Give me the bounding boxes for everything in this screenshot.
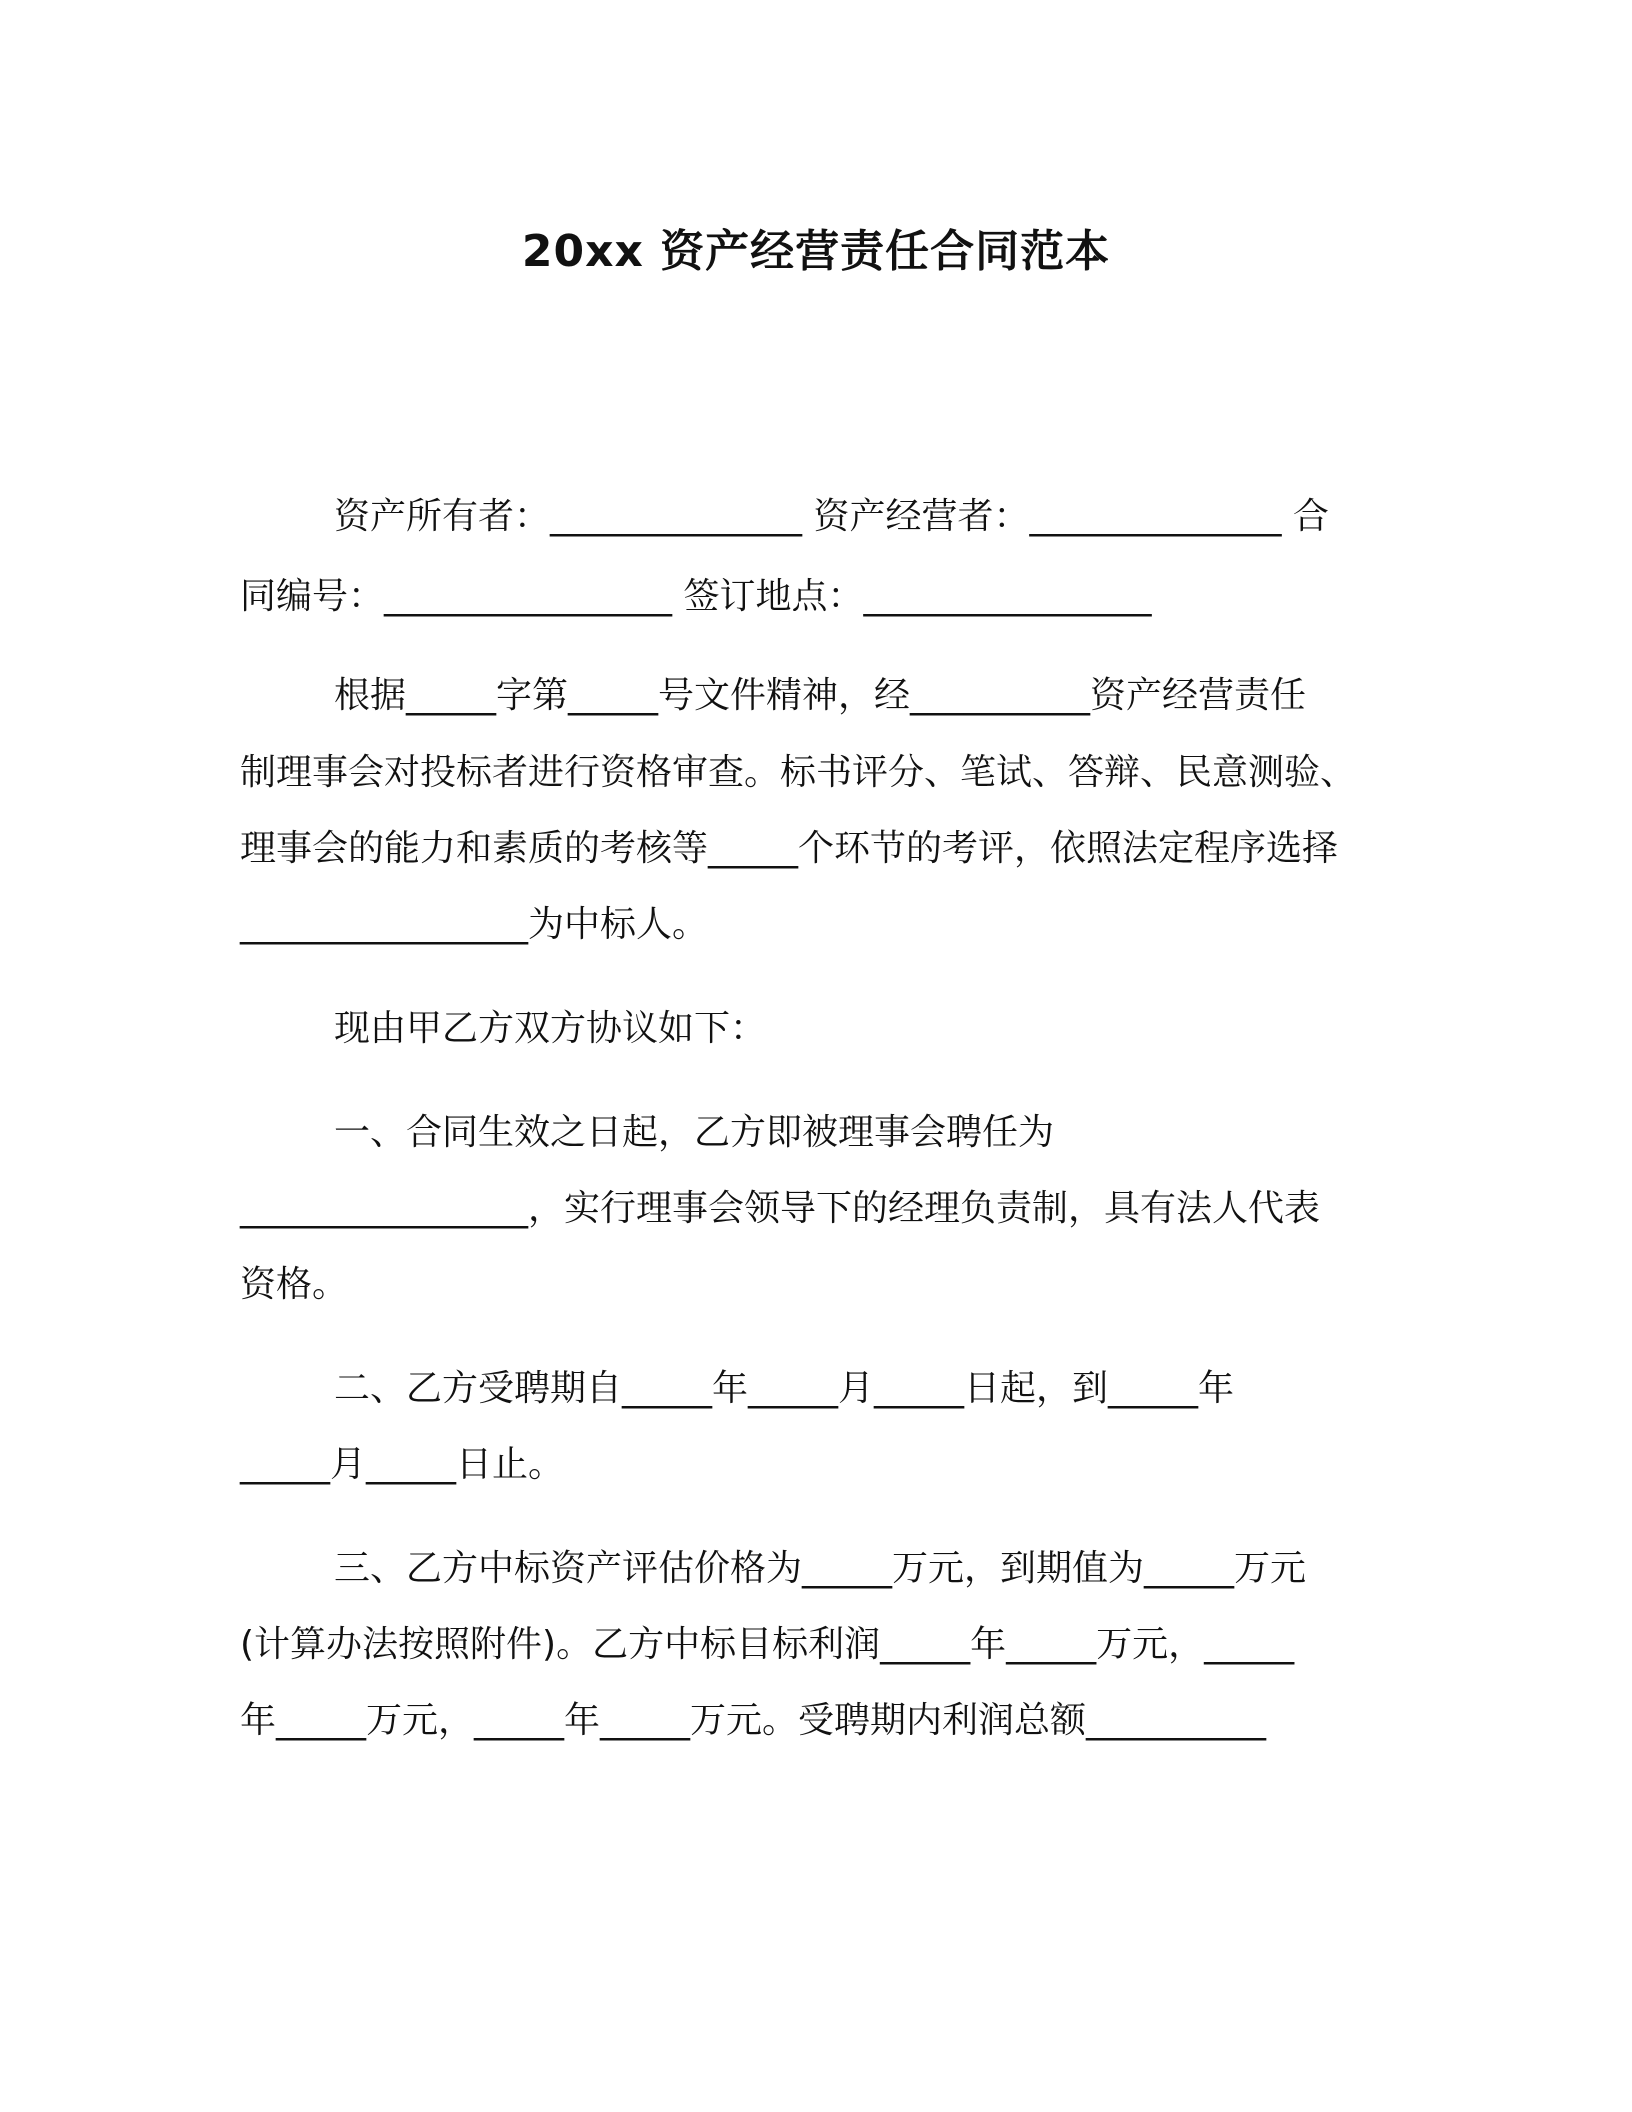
text-line: 资格。 [240,1264,349,1305]
text-line: (计算办法按照附件)。乙方中标目标利润_____年_____万元，_____ [240,1624,1295,1665]
text-line: 年_____万元，_____年_____万元。受聘期内利润总额__________ [240,1700,1267,1741]
text-line: 理事会的能力和素质的考核等_____个环节的考评，依照法定程序选择 [240,828,1339,869]
text-line: 根据_____字第_____号文件精神，经__________资产经营责任 [334,675,1307,716]
text-line: 三、乙方中标资产评估价格为_____万元，到期值为_____万元 [334,1548,1307,1589]
text-line: _____月_____日止。 [240,1444,565,1485]
text-line: 同编号：________________ 签订地点：________________ [240,576,1152,617]
text-line: ________________为中标人。 [240,904,709,945]
text-line: 资产所有者：______________ 资产经营者：______________ 合 [334,496,1329,537]
text-line: ________________，实行理事会领导下的经理负责制，具有法人代表 [240,1188,1321,1229]
text-line: 制理事会对投标者进行资格审查。标书评分、笔试、答辩、民意测验、 [240,752,1357,793]
text-line: 现由甲乙方双方协议如下： [334,1008,767,1049]
document-title: 20xx 资产经营责任合同范本 [521,226,1111,277]
text-line: 二、乙方受聘期自_____年_____月_____日起，到_____年 [334,1368,1235,1409]
text-line: 一、合同生效之日起，乙方即被理事会聘任为 [334,1112,1055,1153]
